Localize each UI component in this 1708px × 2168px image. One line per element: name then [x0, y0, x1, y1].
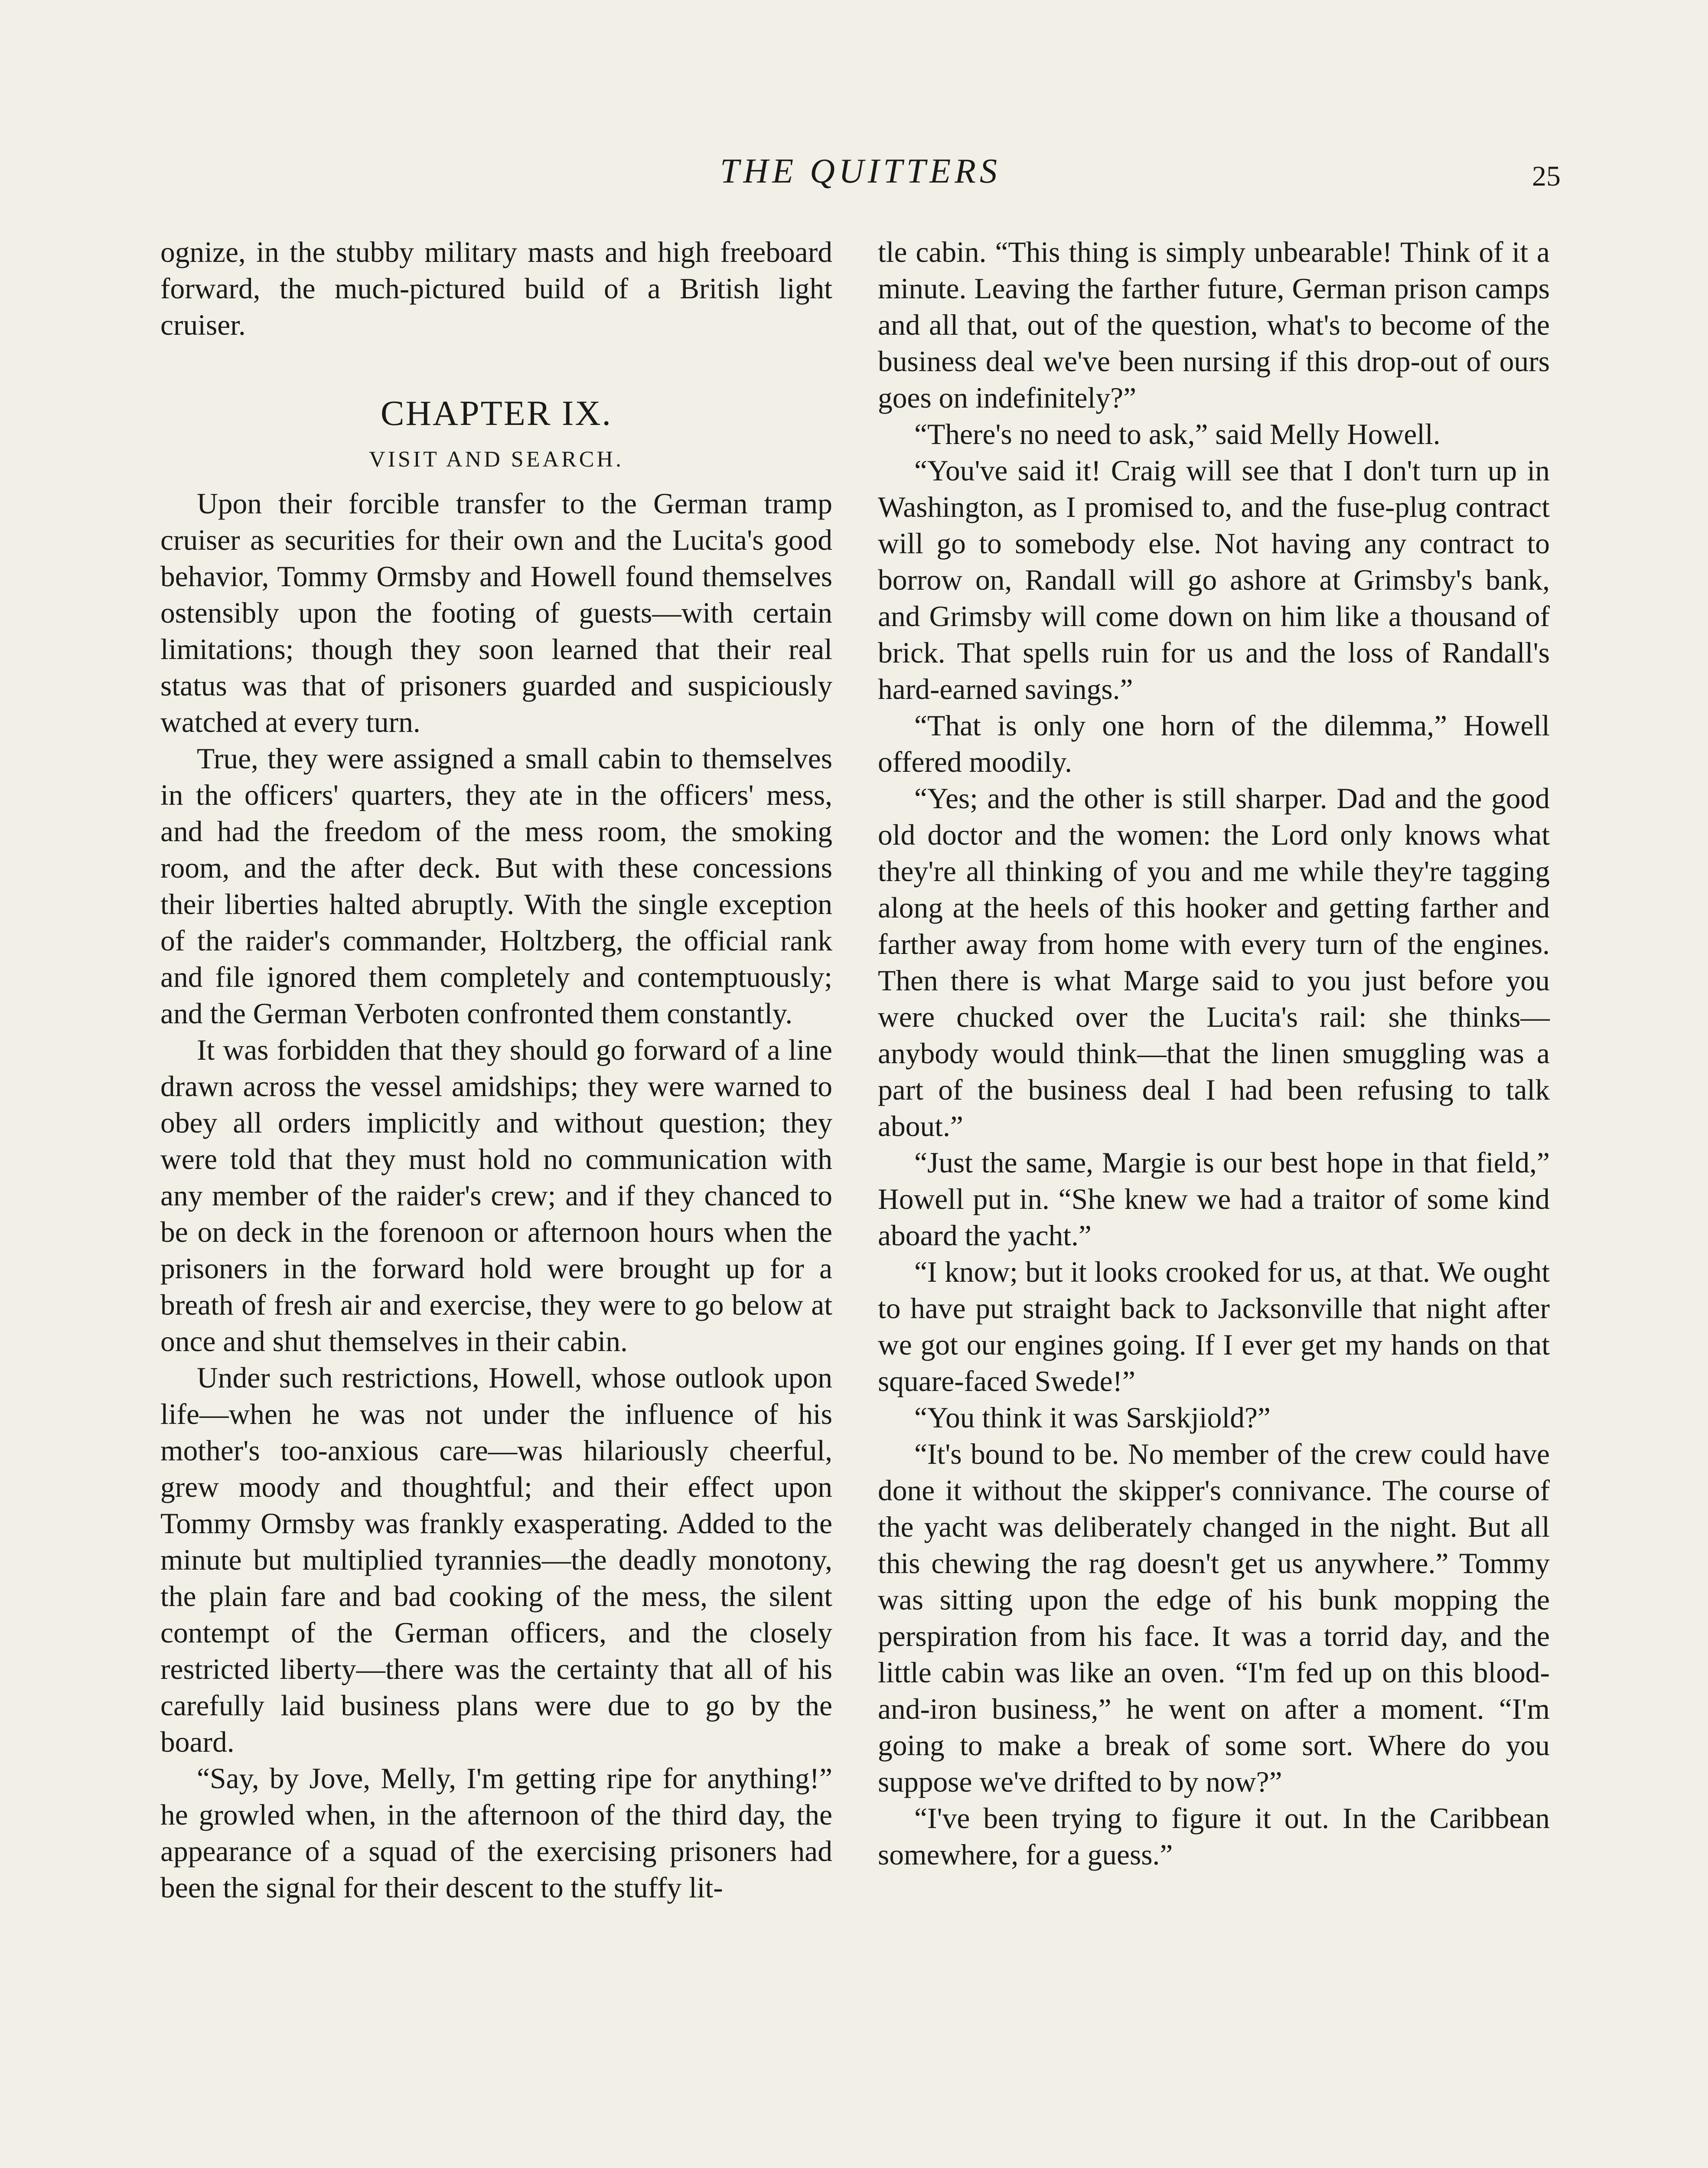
paragraph: “I've been trying to figure it out. In the Caribbean somewhere, for a guess.” [878, 1802, 1550, 1871]
paragraph: ognize, in the stubby military masts and high freeboard forward, the much-pictured build of a British light cruiser. [160, 236, 832, 341]
page-number: 25 [1532, 160, 1561, 192]
paragraph: “There's no need to ask,” said Melly Howell. [914, 418, 1441, 451]
paragraph: “You've said it! Craig will see that I don't turn up in Washington, as I promised to, and the fuse-plug contract will go to somebody else. Not having any contract to borrow on, Randall will go ashore at Grimsby's bank, and Grimsby will come down on him like a thousand of brick. That spells ruin for us and the loss of Randall's hard-earned savings.” [878, 454, 1550, 705]
right-column [878, 234, 1550, 1873]
paragraph: Under such restrictions, Howell, whose outlook upon life—when he was not under the influence of his mother's too-anxious care—was hilariously cheerful, grew moody and thoughtful; and their effect upon Tommy Ormsby was frankly exasperating. Added to the minute but multiplied tyrannies—the deadly monotony, the plain fare and bad cooking of the mess, the silent contempt of the German officers, and the closely restricted liberty—there was the certainty that all of his carefully laid business plans were due to go by the board. [160, 1362, 832, 1758]
chapter-subtitle: VISIT AND SEARCH. [369, 447, 624, 472]
paragraph: It was forbidden that they should go forward of a line drawn across the vessel amidships; they were warned to obey all orders implicitly and without question; they were told that they must hold no communication with any member of the raider's crew; and if they chanced to be on deck in the forenoon or afternoon hours when the prisoners in the forward hold were brought up for a breath of fresh air and exercise, they were to go below at once and shut themselves in their cabin. [160, 1034, 832, 1358]
paragraph: “It's bound to be. No member of the crew could have done it without the skipper's connivance. The course of the yacht was deliberately changed in the night. But all this chewing the rag doesn't get us anywhere.” Tommy was sitting upon the edge of his bunk mopping the perspiration from his face. It was a torrid day, and the little cabin was like an oven. “I'm fed up on this blood-and-iron business,” he went on after a moment. “I'm going to make a break of some sort. Where do you suppose we've drifted to by now?” [878, 1438, 1550, 1798]
paragraph: “That is only one horn of the dilemma,” Howell offered moodily. [878, 709, 1550, 778]
paragraph: “Say, by Jove, Melly, I'm getting ripe for anything!” he growled when, in the afternoon of the third day, the appearance of a squad of the exercising prisoners had been the signal for their descent to the stuffy lit- [160, 1762, 832, 1904]
paragraph: tle cabin. “This thing is simply unbearable! Think of it a minute. Leaving the farther future, German prison camps and all that, out of the question, what's to become of the business deal we've been nursing if this drop-out of ours goes on indefinitely?” [878, 236, 1550, 414]
paragraph: “You think it was Sarskjiold?” [914, 1401, 1271, 1434]
paragraph: “Just the same, Margie is our best hope in that field,” Howell put in. “She knew we had a traitor of some kind aboard the yacht.” [878, 1146, 1550, 1252]
paragraph: “Yes; and the other is still sharper. Dad and the good old doctor and the women: the Lord only knows what they're all thinking of you and me while they're tagging along at the heels of this hooker and getting farther and farther away from home with every turn of the engines. Then there is what Marge said to you just before you were chucked over the Lucita's rail: she thinks—anybody would think—that the linen smuggling was a part of the business deal I had been refusing to talk about.” [878, 782, 1550, 1143]
paragraph: “I know; but it looks crooked for us, at that. We ought to have put straight back to Jacksonville that night after we got our engines going. If I ever get my hands on that square-faced Swede!” [878, 1256, 1550, 1397]
chapter-title: CHAPTER IX. [380, 393, 613, 433]
paragraph: Upon their forcible transfer to the German tramp cruiser as securities for their own and the Lucita's good behavior, Tommy Ormsby and Howell found themselves ostensibly upon the footing of guests—with certain limitations; though they soon learned that their real status was that of prisoners guarded and suspiciously watched at every turn. [160, 487, 832, 738]
paragraph: True, they were assigned a small cabin to themselves in the officers' quarters, they ate in the officers' mess, and had the freedom of the mess room, the smoking room, and the after deck. But with these concessions their liberties halted abruptly. With the single exception of the raider's commander, Holtzberg, the official rank and file ignored them completely and contemptuously; and the German Verboten confronted them constantly. [160, 742, 832, 1030]
left-column [160, 234, 832, 1906]
page-header [160, 147, 1561, 204]
running-title: THE QUITTERS [720, 152, 1001, 190]
